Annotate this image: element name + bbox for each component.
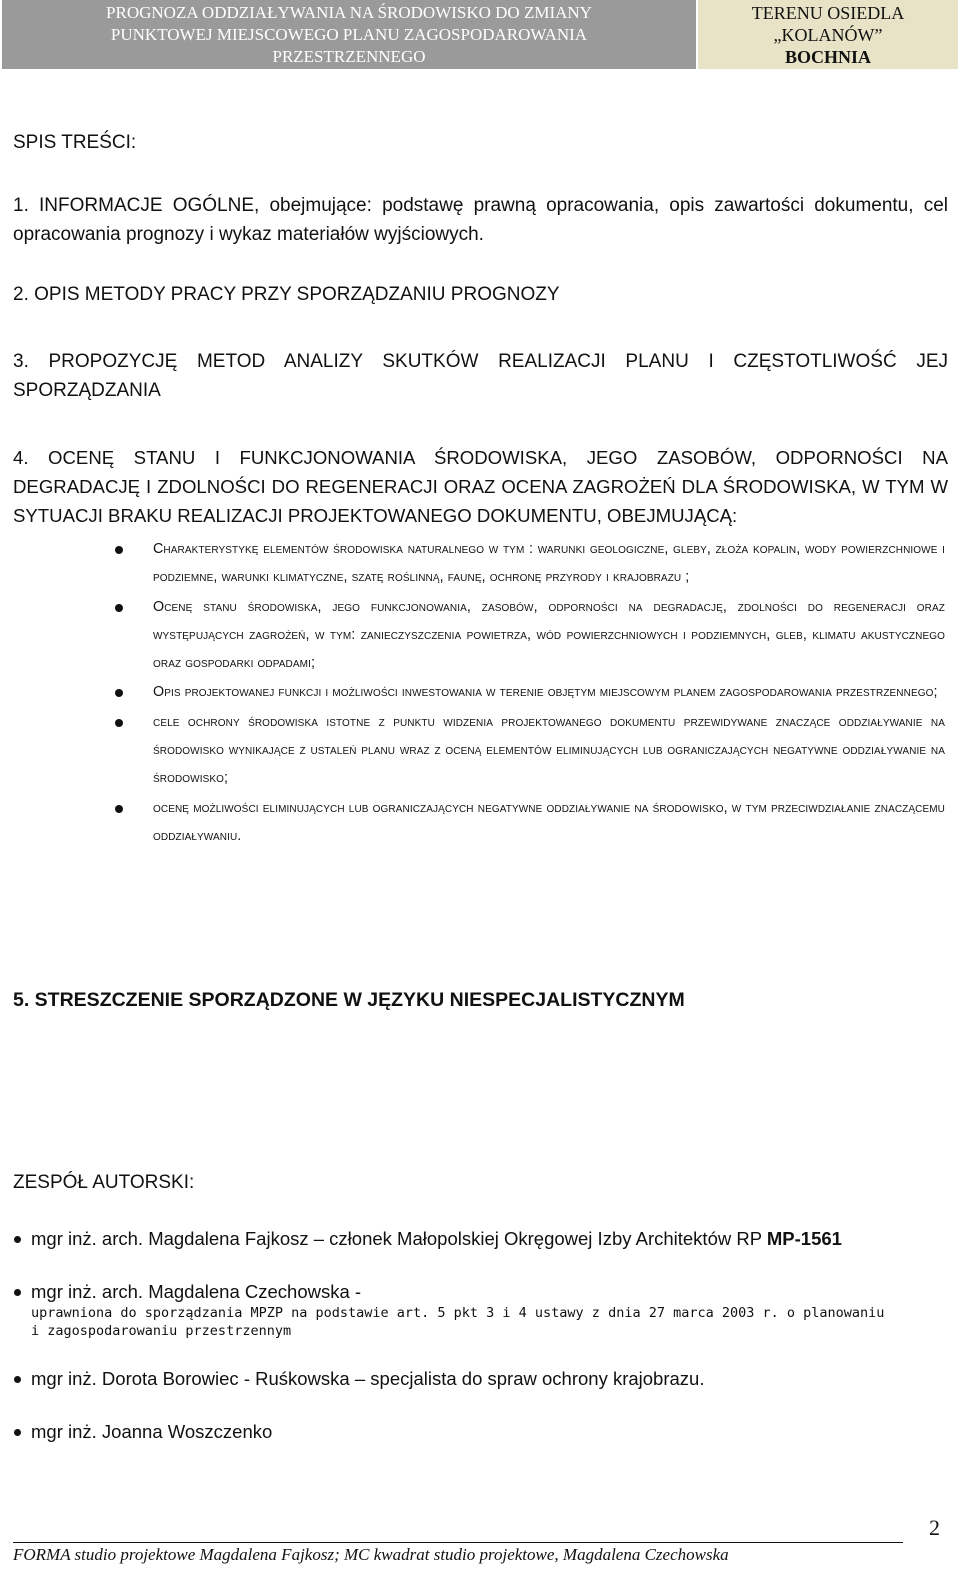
bullet-icon: [115, 805, 123, 813]
toc-item-4: 4. OCENĘ STANU I FUNKCJONOWANIA ŚRODOWISKA, JEGO ZASOBÓW, ODPORNOŚCI NA DEGRADACJĘ I ZDOLNOŚCI DO REGENERACJI ORAZ OCENA ZAGROŻEŃ DLA ŚRODOWISKA, W TYM W SYTUACJI BRAKU REALIZACJI PROJEKTOWANEGO DOKUMENTU, OBEJMUJĄCĄ:: [13, 447, 948, 526]
license-number: MP-1561: [766, 1228, 842, 1249]
author-item: mgr inż. arch. Magdalena Fajkosz – członek Małopolskiej Okręgowej Izby Architektów RP MP-1561: [13, 1227, 842, 1251]
author-qualification-note: i zagospodarowaniu przestrzennym: [31, 1323, 292, 1339]
header-location-line: BOCHNIA: [784, 47, 871, 67]
list-item: Charakterystykę elementów środowiska naturalnego w tym : warunki geologiczne, gleby, złoża kopalin, wody powierzchniowe i podziemne, warunki klimatyczne, szatę roślinną, faunę, ochronę przyrody i krajobrazu ;: [115, 535, 945, 592]
header-location-line: „KOLANÓW”: [773, 25, 883, 45]
author-item: mgr inż. arch. Magdalena Czechowska -: [13, 1280, 361, 1304]
bullet-icon: [14, 1376, 21, 1383]
page-number: 2: [929, 1515, 940, 1540]
author-item: mgr inż. Dorota Borowiec - Ruśkowska – specjalista do spraw ochrony krajobrazu.: [13, 1367, 704, 1391]
list-item: Opis projektowanej funkcji i możliwości inwestowania w terenie objętym miejscowym planem zagospodarowania przestrzennego;: [115, 678, 945, 706]
list-item: cele ochrony środowiska istotne z punktu widzenia projektowanego dokumentu przewidywane znaczące oddziaływanie na środowisko wynikające z ustaleń planu wraz z oceną elementów eliminujących lub ograniczających negatywne oddziaływanie na środowisko;: [115, 708, 945, 793]
item4-bullet-list: [115, 535, 945, 851]
bullet-icon: [115, 604, 123, 612]
bullet-icon: [115, 719, 123, 727]
header-location-line: TERENU OSIEDLA: [751, 3, 905, 23]
toc-item-3: 3. PROPOZYCJĘ METOD ANALIZY SKUTKÓW REALIZACJI PLANU I CZĘSTOTLIWOŚĆ JEJ SPORZĄDZANIA: [13, 351, 948, 401]
bullet-icon: [115, 689, 123, 697]
authors-title: ZESPÓŁ AUTORSKI:: [13, 1172, 195, 1193]
toc-title: SPIS TREŚCI:: [13, 132, 137, 153]
bullet-icon: [115, 546, 123, 554]
header-title-line: PUNKTOWEJ MIEJSCOWEGO PLANU ZAGOSPODAROWANIA: [110, 25, 588, 44]
page-header: [2, 0, 958, 69]
toc-item-1: 1. INFORMACJE OGÓLNE, obejmujące: podstawę prawną opracowania, opis zawartości dokumentu, cel opracowania prognozy i wykaz materiałów wyjściowych.: [13, 195, 948, 245]
header-title-line: PROGNOZA ODDZIAŁYWANIA NA ŚRODOWISKO DO ZMIANY: [106, 3, 592, 22]
list-item: Ocenę stanu środowiska, jego funkcjonowania, zasobów, odporności na degradację, zdolności do regeneracji oraz występujących zagrożeń, w tym: zanieczyszczenia powietrza, wód powierzchniowych i podziemnych, gleb, klimatu akustycznego oraz gospodarki odpadami;: [115, 593, 945, 678]
list-item: ocenę możliwości eliminujących lub ograniczających negatywne oddziaływanie na środowisko, w tym przeciwdziałanie znaczącemu oddziaływaniu.: [115, 794, 945, 851]
header-title-line: PRZESTRZENNEGO: [272, 47, 426, 66]
header-document-title: [2, 0, 696, 69]
bullet-icon: [14, 1289, 21, 1296]
toc-item-2: 2. OPIS METODY PRACY PRZY SPORZĄDZANIU PROGNOZY: [13, 284, 560, 305]
footer-divider: [13, 1542, 903, 1543]
author-item: mgr inż. Joanna Woszczenko: [13, 1420, 272, 1444]
author-qualification-note: uprawniona do sporządzania MPZP na podstawie art. 5 pkt 3 i 4 ustawy z dnia 27 marca 2003 r. o planowaniu: [31, 1305, 885, 1321]
bullet-icon: [14, 1429, 21, 1436]
toc-item-5: 5. STRESZCZENIE SPORZĄDZONE W JĘZYKU NIESPECJALISTYCZNYM: [13, 989, 685, 1011]
page-footer: FORMA studio projektowe Magdalena Fajkosz; MC kwadrat studio projektowe, Magdalena Czechowska: [13, 1545, 729, 1564]
bullet-icon: [14, 1236, 21, 1243]
header-location: [698, 0, 958, 69]
